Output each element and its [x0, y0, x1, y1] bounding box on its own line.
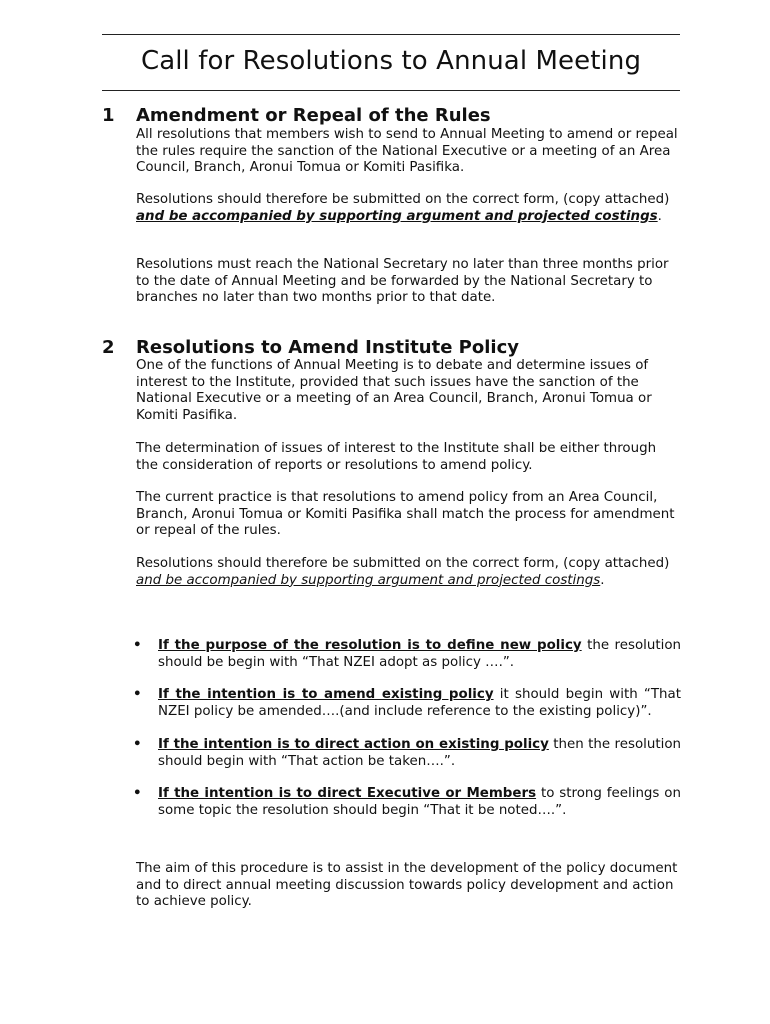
bullet-rest: to strong feelings on some topic the resolution should begin “That it be noted….”. — [158, 786, 681, 818]
bullet-item-define-policy — [133, 638, 682, 671]
bullet-rest: the resolution should be begin with “That NZEI adopt as policy ….”. — [158, 638, 682, 670]
section-2-paragraph-3: The current practice is that resolutions to amend policy from an Area Council, Branch, Aronui Tomua or Komiti Pasifika shall match the process for amendment or repeal of the rules. — [136, 490, 675, 539]
bullet-text — [158, 737, 681, 770]
bullet-text — [158, 687, 681, 720]
bullet-rest: then the resolution should begin with “That action be taken….”. — [158, 737, 682, 769]
bullet-lead: If the intention is to direct action on existing policy — [158, 737, 549, 752]
bullet-icon: • — [133, 786, 142, 801]
paragraph-text: . — [600, 572, 605, 588]
paragraph-text: Resolutions should therefore be submitted on the correct form, (copy attached) — [136, 192, 670, 207]
section-1-paragraph-3: Resolutions must reach the National Secretary no later than three months prior to the date of Annual Meeting and be forwarded by the National Secretary to branches no later than two months prior to that date. — [136, 257, 669, 306]
bullet-item-amend-policy — [133, 687, 681, 720]
bullet-item-direct-action — [133, 737, 682, 770]
page-title: Call for Resolutions to Annual Meeting — [140, 46, 642, 76]
section-number: 1 — [102, 105, 115, 126]
section-title: Amendment or Repeal of the Rules — [136, 105, 491, 126]
bullet-icon: • — [133, 638, 142, 653]
bullet-rest: it should begin with “That NZEI policy be amended….(and include reference to the existing policy)”. — [158, 687, 681, 719]
section-1-paragraph-2 — [136, 192, 681, 225]
section-title: Resolutions to Amend Institute Policy — [136, 337, 519, 358]
bullet-lead: If the intention is to amend existing policy — [158, 687, 494, 702]
bullet-text — [158, 638, 681, 671]
bullet-item-direct-executive — [133, 786, 681, 819]
emphasis-text: and be accompanied by supporting argument and projected costings — [136, 208, 658, 224]
section-2-paragraph-2: The determination of issues of interest to the Institute shall be either through the consideration of reports or resolutions to amend policy. — [136, 441, 657, 473]
section-1-paragraph-1: All resolutions that members wish to send to Annual Meeting to amend or repeal the rules require the sanction of the National Executive or a meeting of an Area Council, Branch, Aronui Tomua or Komiti Pasifika. — [136, 127, 678, 176]
bullet-lead: If the intention is to direct Executive or Members — [158, 786, 537, 801]
section-number: 2 — [102, 337, 115, 358]
closing-paragraph: The aim of this procedure is to assist in the development of the policy document and to direct annual meeting discussion towards policy development and action to achieve policy. — [136, 861, 678, 910]
section-2-paragraph-4 — [136, 556, 681, 589]
emphasis-text: and be accompanied by supporting argument and projected costings — [136, 572, 601, 588]
bullet-icon: • — [133, 687, 142, 702]
bullet-text — [158, 786, 681, 819]
section-1-heading — [102, 105, 682, 127]
paragraph-text: . — [657, 208, 662, 224]
top-rule — [102, 34, 680, 35]
section-2-paragraph-1: One of the functions of Annual Meeting is to debate and determine issues of interest to the Institute, provided that such issues have the sanction of the National Executive or a meeting of an Area Council, Branch, Aronui Tomua or Komiti Pasifika. — [136, 358, 652, 423]
bullet-icon: • — [133, 737, 142, 752]
title-bottom-rule — [102, 90, 680, 91]
bullet-lead: If the purpose of the resolution is to define new policy — [158, 638, 582, 653]
paragraph-text: Resolutions should therefore be submitted on the correct form, (copy attached) — [136, 556, 670, 571]
section-2-heading — [102, 337, 682, 359]
